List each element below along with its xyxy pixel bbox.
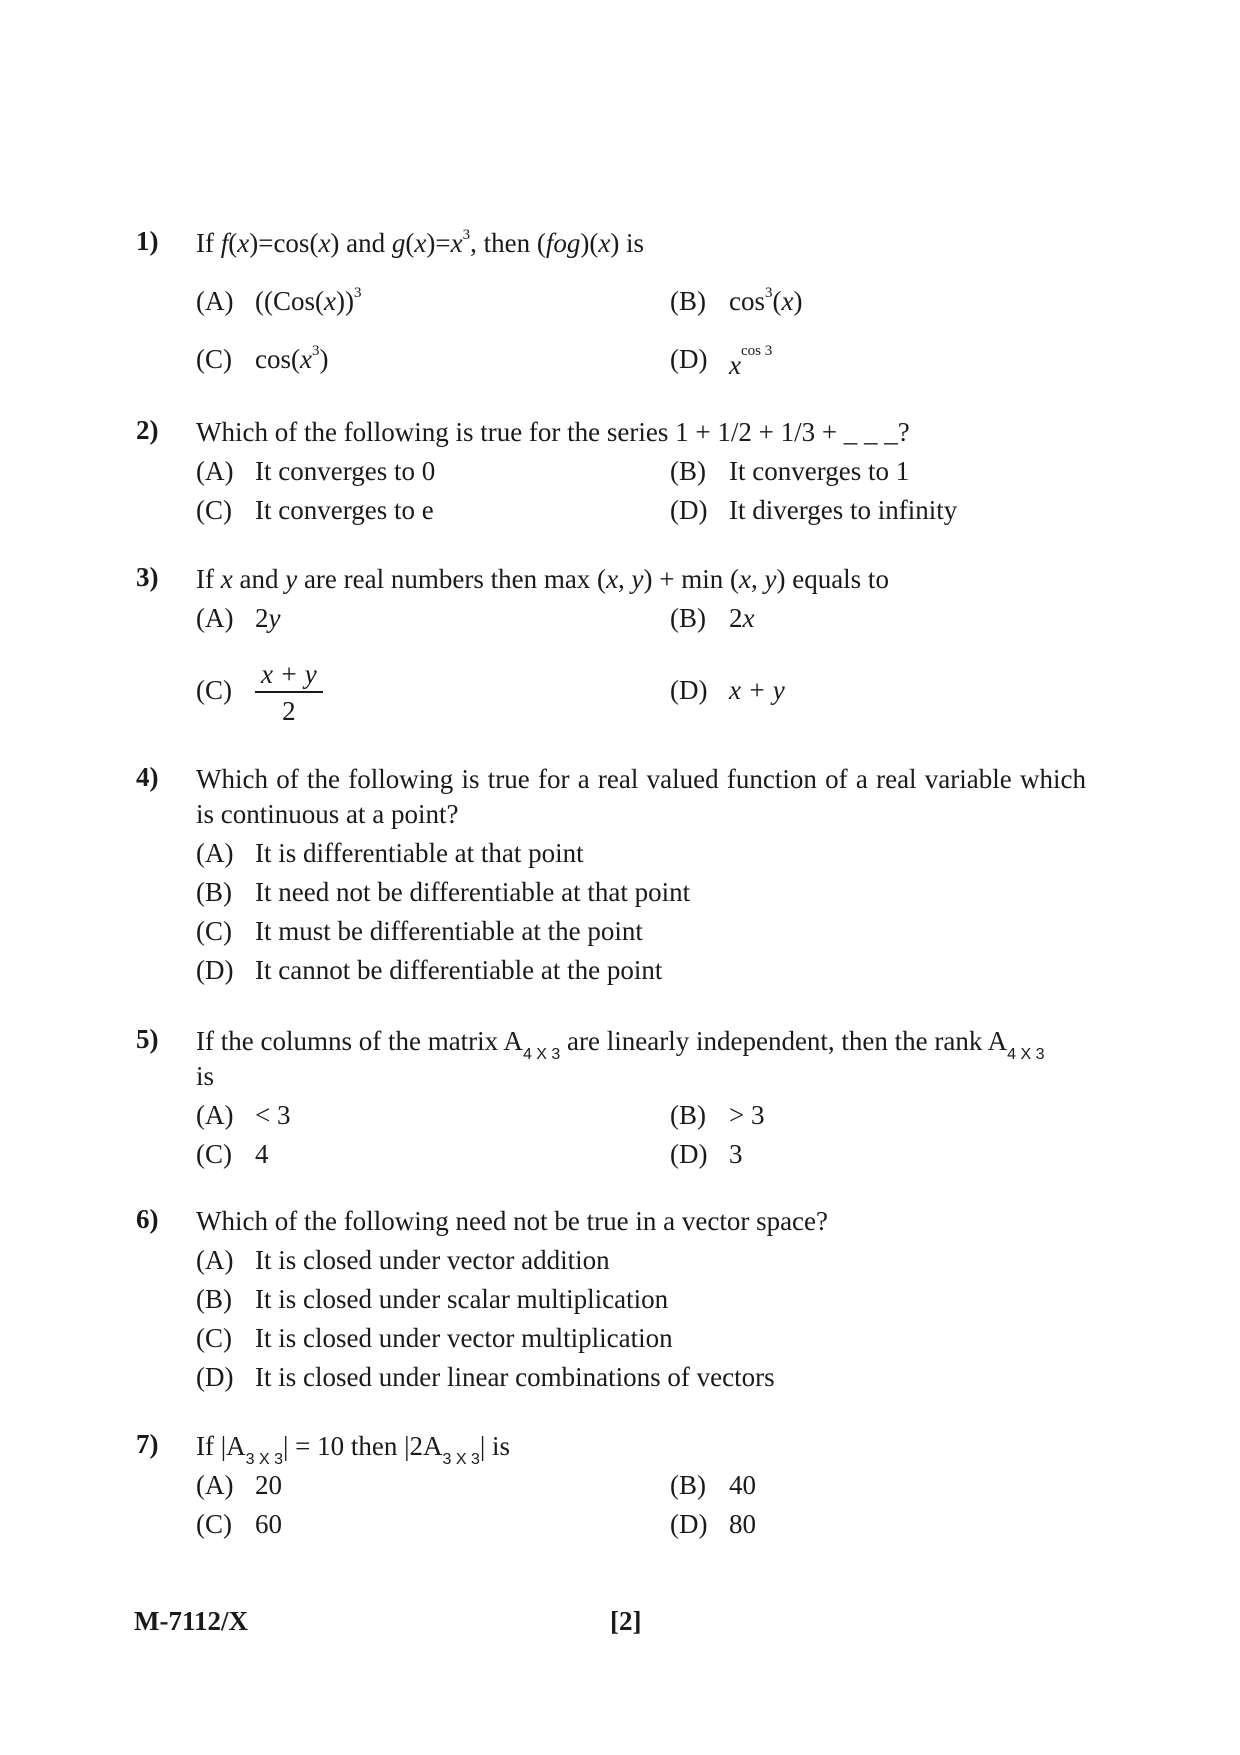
question-text: If f(x)=cos(x) and $g(x)=x^3$, then (fog)(x) is — [196, 227, 645, 258]
option-b: (B) $\cos^3(x)$ — [670, 285, 803, 316]
option-c: (C) It must be differentiable at the point — [196, 916, 643, 946]
option-a: (A) < 3 — [196, 1100, 291, 1130]
question-text: If $|A_{3 X 3}| = 10$ then $|2A_{3 X 3}|$ is — [196, 1431, 511, 1468]
option-a: (A) 2y — [196, 603, 281, 633]
question-number: 6) — [136, 1204, 159, 1234]
question-number: 2) — [136, 415, 159, 445]
option-c: (C) 4 — [196, 1139, 269, 1169]
option-d: (D) 80 — [670, 1509, 756, 1539]
option-d: (D) It diverges to infinity — [670, 495, 958, 525]
option-a: (A) ($(Cos(x))^3$ — [196, 285, 362, 316]
option-a: (A) It is closed under vector addition — [196, 1245, 610, 1275]
option-b: (B) 40 — [670, 1470, 756, 1500]
question-number: 5) — [136, 1024, 159, 1054]
option-a: (A) It converges to 0 — [196, 456, 436, 486]
option-b: (B) 2x — [670, 603, 755, 633]
question-text: Which of the following is true for a real valued function of a real variable which is continuous at a point? — [196, 764, 1086, 829]
option-b: (B) It is closed under scalar multiplication — [196, 1284, 669, 1314]
option-c: (C) 60 — [196, 1509, 282, 1539]
option-b: (B) > 3 — [670, 1100, 765, 1130]
option-c: (C) $\cos(x^3)$ — [196, 343, 329, 374]
option-d: (D) $x^{cos 3}$ — [670, 343, 773, 380]
option-d: (D) x + y — [670, 675, 785, 705]
page-number: [2] — [610, 1606, 642, 1636]
option-a: (A) It is differentiable at that point — [196, 838, 584, 868]
option-d: (D) It is closed under linear combinations of vectors — [196, 1362, 775, 1392]
question-number: 3) — [136, 562, 159, 592]
question-text: Which of the following is true for the series 1 + 1/2 + 1/3 + _ _ _? — [196, 417, 910, 447]
option-d: (D) It cannot be differentiable at the point — [196, 955, 663, 985]
question-number: 4) — [136, 762, 159, 792]
option-a: (A) 20 — [196, 1470, 282, 1500]
question-text: Which of the following need not be true in a vector space? — [196, 1206, 829, 1236]
fraction: $\frac{x + y}{2}$ — [255, 659, 323, 727]
question-text: If the columns of the matrix $A_{4 X 3}$ are linearly independent, then the rank $A_{4 X 3}$ is — [196, 1026, 1045, 1091]
paper-code: M-7112/X — [134, 1606, 248, 1636]
option-c: (C) $\frac{x + y}{2}$ — [196, 659, 323, 727]
option-c: (C) It converges to e — [196, 495, 434, 525]
question-number: 1) — [136, 226, 159, 256]
option-b: (B) It need not be differentiable at that point — [196, 877, 691, 907]
question-text: If x and y are real numbers then max (x, y) + min (x, y) equals to — [196, 564, 889, 594]
option-d: (D) 3 — [670, 1139, 743, 1169]
question-number: 7) — [136, 1429, 159, 1459]
option-c: (C) It is closed under vector multiplication — [196, 1323, 673, 1353]
option-b: (B) It converges to 1 — [670, 456, 910, 486]
